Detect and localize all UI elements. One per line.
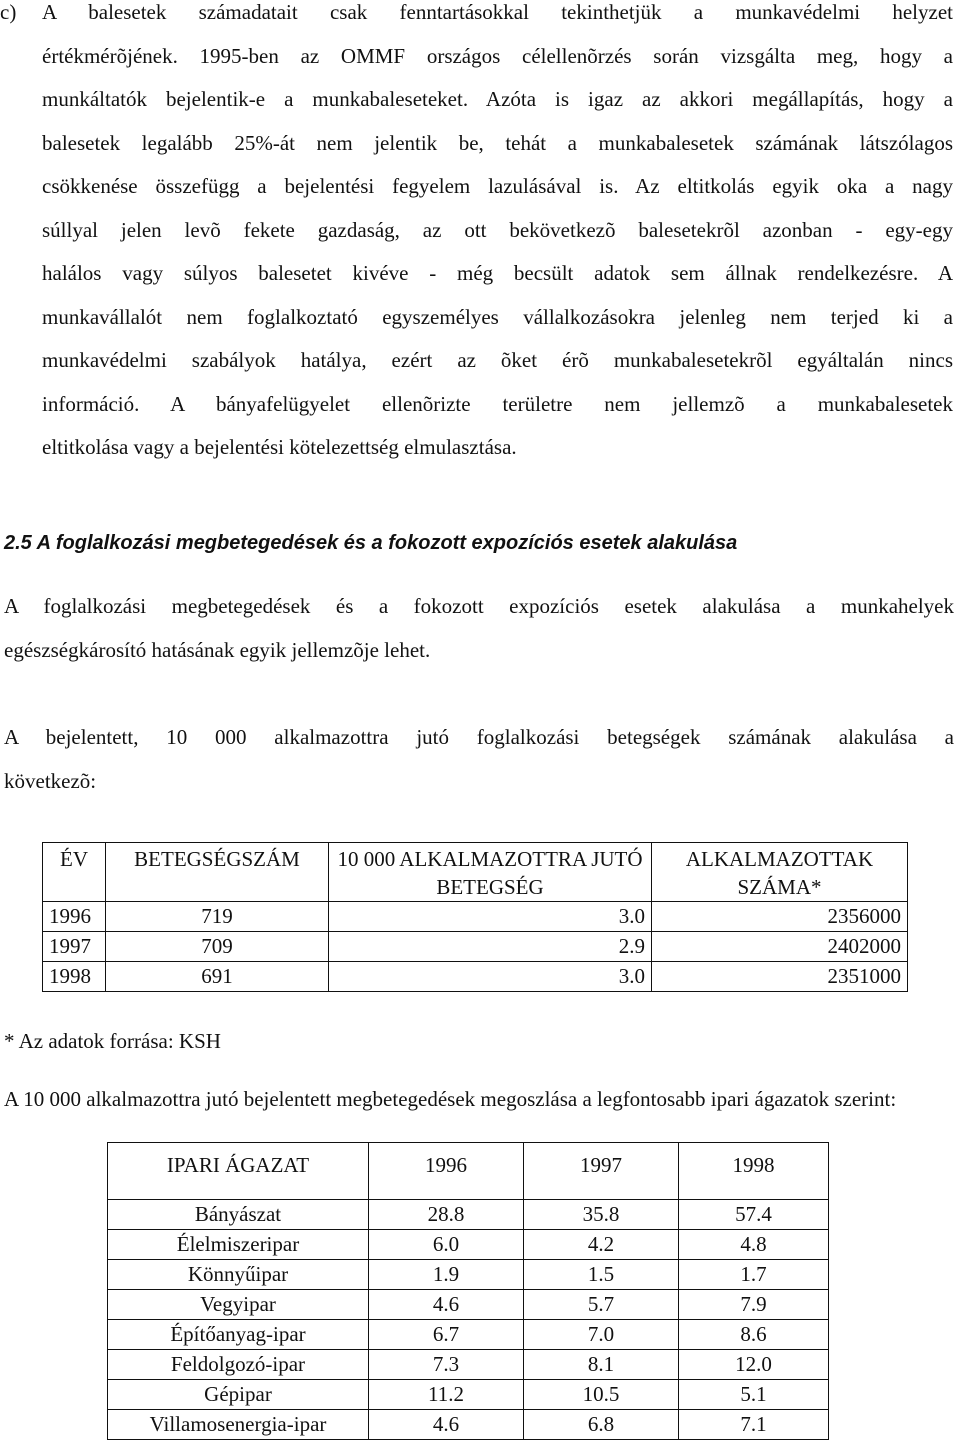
table-cell: Könnyűipar	[108, 1260, 369, 1290]
table-cell: 1996	[43, 902, 106, 932]
table-row	[108, 1350, 829, 1380]
table-cell: 2356000	[652, 902, 908, 932]
column-header: IPARI ÁGAZAT	[108, 1143, 369, 1200]
table-header-row	[108, 1143, 829, 1200]
table-cell: 6.7	[369, 1320, 524, 1350]
text-line: balesetek legalább 25%-át nem jelentik be, tehát a munkabalesetek számának látszólagos	[42, 130, 953, 155]
table-cell: 8.6	[679, 1320, 829, 1350]
table-cell: 10.5	[524, 1380, 679, 1410]
source-note: * Az adatok forrása: KSH	[4, 1029, 221, 1053]
table-cell: 4.6	[369, 1410, 524, 1440]
table1-intro	[4, 716, 954, 803]
text-line: A bejelentett, 10 000 alkalmazottra jutó foglalkozási betegségek számának alakulása a	[4, 725, 954, 749]
table-cell: 4.8	[679, 1230, 829, 1260]
table-cell: 709	[106, 932, 329, 962]
table-row	[43, 902, 908, 932]
table-cell: 11.2	[369, 1380, 524, 1410]
table-row	[108, 1200, 829, 1230]
table-row	[108, 1410, 829, 1440]
table-cell: Gépipar	[108, 1380, 369, 1410]
table-cell: 4.2	[524, 1230, 679, 1260]
text-line: A balesetek számadatait csak fenntartásokkal tekinthetjük a munkavédelmi helyzet	[42, 0, 953, 24]
disease-count-table	[42, 842, 908, 992]
table-row	[108, 1380, 829, 1410]
text-line: súllyal jelen levõ fekete gazdaság, az ott bekövetkezõ balesetekrõl azonban - egy-egy	[42, 217, 953, 242]
table-cell: 8.1	[524, 1350, 679, 1380]
table-cell: Feldolgozó-ipar	[108, 1350, 369, 1380]
table-cell: 5.7	[524, 1290, 679, 1320]
table-cell: 6.8	[524, 1410, 679, 1440]
table-cell: 2402000	[652, 932, 908, 962]
table-row	[108, 1320, 829, 1350]
column-header: BETEGSÉGSZÁM	[106, 843, 329, 902]
text-line: munkavédelmi szabályok hatálya, ezért az õket érõ munkabalesetekrõl egyáltalán nincs	[42, 348, 953, 372]
text-line: információ. A bányafelügyelet ellenõrizte területre nem jellemzõ a munkabalesetek	[42, 391, 953, 416]
table-cell: 12.0	[679, 1350, 829, 1380]
table-cell: Élelmiszeripar	[108, 1230, 369, 1260]
column-header: ALKALMAZOTTAK SZÁMA*	[652, 843, 908, 902]
table-cell: 57.4	[679, 1200, 829, 1230]
table-cell: 1997	[43, 932, 106, 962]
table-cell: 35.8	[524, 1200, 679, 1230]
table-cell: Építőanyag-ipar	[108, 1320, 369, 1350]
table-cell: 7.9	[679, 1290, 829, 1320]
column-header: 1996	[369, 1143, 524, 1200]
table-header-row	[43, 843, 908, 902]
table-row	[108, 1230, 829, 1260]
table-cell: 4.6	[369, 1290, 524, 1320]
table-cell: 1998	[43, 962, 106, 992]
column-header: 1998	[679, 1143, 829, 1200]
table-cell: 7.1	[679, 1410, 829, 1440]
table-cell: 5.1	[679, 1380, 829, 1410]
table-cell: 2351000	[652, 962, 908, 992]
text-line: következõ:	[4, 768, 97, 793]
table-cell: Bányászat	[108, 1200, 369, 1230]
table-cell: 7.0	[524, 1320, 679, 1350]
text-line: értékmérõjének. 1995-ben az OMMF országos célellenõrzés során vizsgálta meg, hogy a	[42, 43, 953, 68]
section-c-paragraph	[42, 0, 953, 470]
column-header: 10 000 ALKALMAZOTTRA JUTÓ BETEGSÉG	[329, 843, 652, 902]
intro-paragraph	[4, 585, 954, 672]
text-line: egészségkárosító hatásának egyik jellemzõje lehet.	[4, 637, 431, 662]
table-cell: 1.7	[679, 1260, 829, 1290]
table-row	[43, 932, 908, 962]
table-cell: Vegyipar	[108, 1290, 369, 1320]
table-cell: 691	[106, 962, 329, 992]
table-cell: 1.5	[524, 1260, 679, 1290]
text-line: eltitkolása vagy a bejelentési kötelezettség elmulasztása.	[42, 435, 517, 459]
text-line: csökkenése összefügg a bejelentési fegyelem lazulásával is. Az eltitkolás egyik oka a nagy	[42, 174, 953, 198]
industry-table	[107, 1142, 829, 1440]
table-cell: 28.8	[369, 1200, 524, 1230]
text-line: halálos vagy súlyos balesetet kivéve - még becsült adatok sem állnak rendelkezésre. A	[42, 261, 953, 285]
text-line: munkavállalót nem foglalkoztató egyszemélyes vállalkozásokra jelenleg nem terjed ki a	[42, 304, 953, 329]
table2-intro: A 10 000 alkalmazottra jutó bejelentett megbetegedések megoszlása a legfontosabb ipari ágazatok szerint:	[4, 1087, 897, 1111]
table-cell: 719	[106, 902, 329, 932]
section-heading: 2.5 A foglalkozási megbetegedések és a fokozott expozíciós esetek alakulása	[4, 532, 738, 554]
table-row	[43, 962, 908, 992]
table-cell: Villamosenergia-ipar	[108, 1410, 369, 1440]
table-cell: 2.9	[329, 932, 652, 962]
text-line: munkáltatók bejelentik-e a munkabaleseteket. Azóta is igaz az akkori megállapítás, hogy a	[42, 87, 953, 111]
column-header: ÉV	[43, 843, 106, 902]
list-marker: c)	[0, 0, 17, 24]
table-cell: 3.0	[329, 902, 652, 932]
table-cell: 1.9	[369, 1260, 524, 1290]
text-line: A foglalkozási megbetegedések és a fokozott expozíciós esetek alakulása a munkahelyek	[4, 594, 954, 618]
table-row	[108, 1290, 829, 1320]
table-cell: 6.0	[369, 1230, 524, 1260]
table-cell: 7.3	[369, 1350, 524, 1380]
column-header: 1997	[524, 1143, 679, 1200]
table-cell: 3.0	[329, 962, 652, 992]
table-row	[108, 1260, 829, 1290]
